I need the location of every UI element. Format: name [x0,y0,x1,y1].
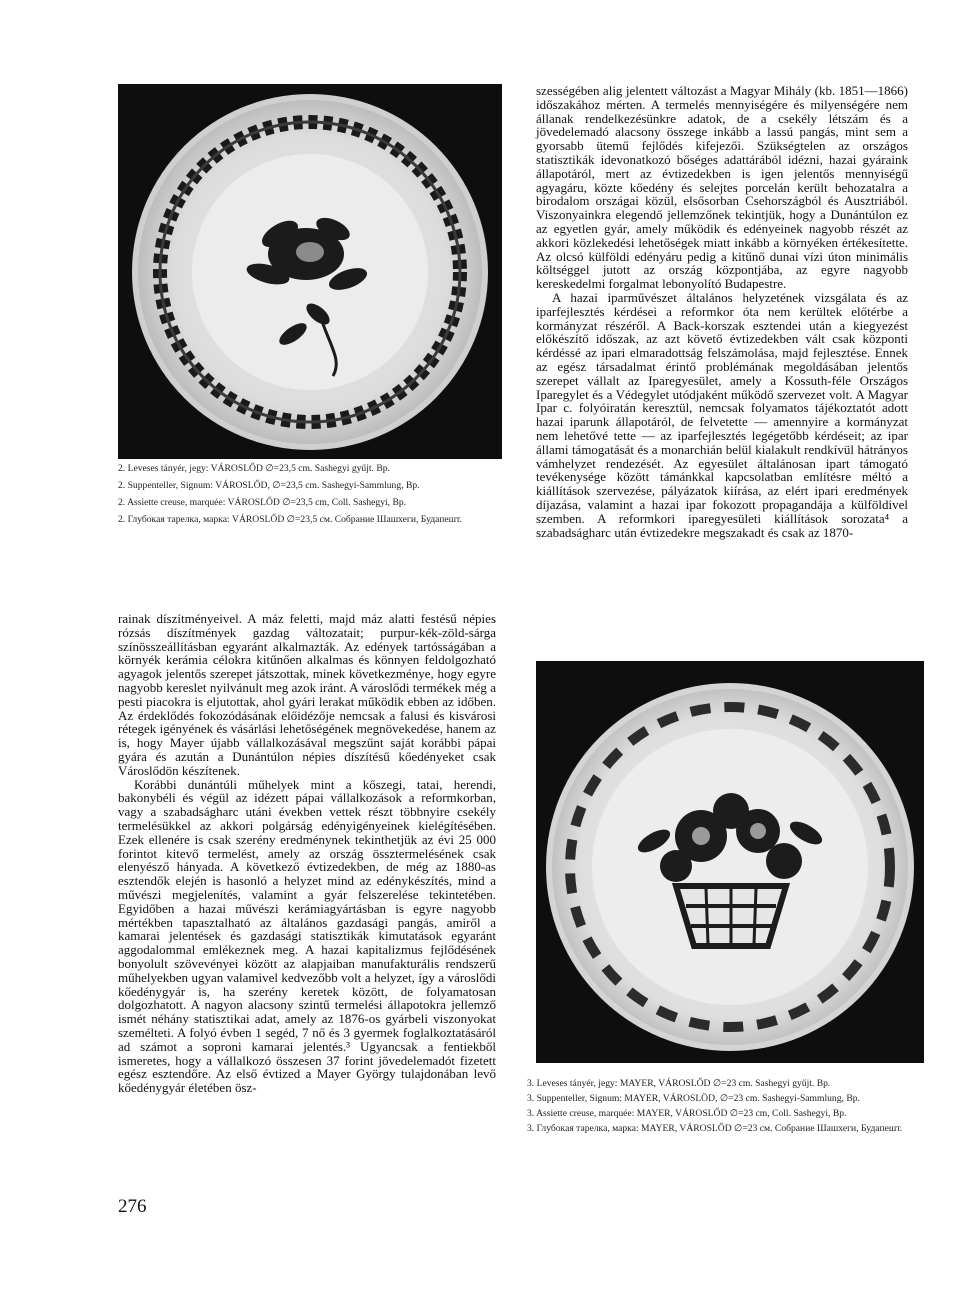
right-text-column [536,84,908,539]
plate-photo-icon [118,84,502,459]
right-paragraph-2: A hazai iparművészet általános helyzetének vizsgálata és az iparfejlesztés kérdései a reformkor óta nem kerültek előtérbe a kormányzat részéről. A Back-korszak esztendei után a kiegyezést előkészítő időszak, az azt követő évtizedekben vált csak központi kérdéssé az ipari elmaradottság felszámolása, majd fejlesztése. Ennek az egész társadalmat érintő problémának megoldásában jelentős szerepet vállalt az Iparegyesület, amely a Kossuth-féle Országos Iparegylet és a Védegylet utódjaként működő szervezet volt. A Magyar Ipar c. folyóiratán keresztül, nemcsak folyamatos tájékoztatót adott hazai iparunk állapotáról, de felvetette — amennyire a kormányzat nem lehetővé tette — az iparfejlesztés legégetőbb kérdéseit; az ipar állami támogatását és a monarchián belül kialakult rendkívül hátrányos vámhelyzet rendezését. Az egyesület általánosan ipart támogató tevékenysége között támánkkal kapcsolatban említésre méltó a kiállítások szervezése, pályázatok kiírása, az elért ipari eredmények díjazása, valamint a hazai ipar fokozott propagandája a külföldivel szemben. A reformkori iparegyesületi kiállítások sorozata⁴ a szabadságharc után évtizedekre megszakadt és csak az 1870- [536,289,908,540]
caption-bottom-ru: 3. Глубокая тарелка, марка: MAYER, VÁROSLŐD ∅=23 см. Собрание Шашхеги, Будапешт. [527,1123,903,1134]
left-paragraph-2: Korábbi dunántúli műhelyek mint a kőszegi, tatai, herendi, bakonybéli és végül az idézett pápai vállalkozások a reformkorban, vagy a szabadságharc utáni években vettek részt többnyire csekély termelésükkel az akkori polgárság edényigényeinek kielégítésében. Ezek ellenére is csak szerény eredménynek tekinthetjük az évi 25 000 forintot kitevő termelést, amely az ország össztermelésének csak elenyésző hányada. A következő évtizedekben, de még az 1880-as esztendők elején is hasonló a helyzet mind az edénykészítés, mind a művészi megjelenítés, valamint a gyár felszerelése tekintetében. Egyidőben a hazai művészi kerámiagyártásban is egyre nagyobb mértékben tapasztalható az általános gazdasági pangás, amiről a kamarai jelentések és gazdasági statisztikák kimutatások egyaránt aggodalommal emlékeznek meg. A hazai kapitalizmus fejlődésének bonyolult szövevényei között az alapjaiban manufakturális rendszerű műhelyekben ugyan valamivel kedvezőbb volt a helyzet, így a városlődi kőedénygyár is, ha szerény keretek között, de folyamatosan dolgozhatott. A nagyon alacsony szintű termelési állapotokra jellemző ismét néhány statisztikai adat, amely az 1876-os gyárbeli viszonyokat személteti. A folyó évben 1 segéd, 7 nő és 3 gyermek foglalkoztatásáról ad számot a soproni kamarai jelentés.³ Ugyancsak a fentiekből ismeretes, hogy a vállalkozó összesen 37 forint jövedelemadót fizetett egész esztendőre. Az első évtized a Mayer György tulajdonában levő kőedénygyár életében ösz- [118,776,496,1096]
caption-bottom-de: 3. Suppenteller, Signum: MAYER, VÁROSLÖD, ∅=23 cm. Sashegyi-Sammlung, Bp. [527,1093,860,1104]
page-number: 276 [118,1196,147,1217]
caption-top-de: 2. Suppenteller, Signum: VÁROSLŐD, ∅=23,5 cm. Sashegyi-Sammlung, Bp. [118,480,420,491]
plate-photo-icon [536,661,924,1063]
plate-photo-bottom [536,661,924,1063]
caption-top-hu: 2. Leveses tányér, jegy: VÁROSLŐD ∅=23,5 cm. Sashegyi gyűjt. Bp. [118,463,390,474]
caption-bottom-hu: 3. Leveses tányér, jegy: MAYER, VÁROSLŐD ∅=23 cm. Sashegyi gyűjt. Bp. [527,1078,831,1089]
caption-top-fr: 2. Assiette creuse, marquée: VÁROSLŐD ∅=23,5 cm, Coll. Sashegyi, Bp. [118,497,407,508]
caption-top-ru: 2. Глубокая тарелка, марка: VÁROSLŐD ∅=23,5 см. Собрание Шашхеги, Будапешт. [118,514,462,525]
right-paragraph-1: szességében alig jelentett változást a Magyar Mihály (kb. 1851—1866) időszakához mérten. A termelés mennyiségére és milyenségére nem állanak rendelkezésünkre adatok, de a csekély létszám és a jövedelemadó alacsony összege inkább a lassú pangás, mint sem a gyorsabb ütemű fejlődés kifejezői. Szükségtelen az országos statisztikák idevonatkozó bőséges adattárából idézni, hazai gyáraink állapotáról, mert az évtizedekben is igen jelentős mennyiségű agyagáru, közte kőedény és selejtes porcelán került behozatalra a birodalom országai közül, elsősorban Csehországból és Ausztriából. Viszonyainkra elegendő jellemzőnek tekintjük, hogy a Dunántúlon ez az egyetlen gyár, amely működik és edényeinek nagyobb részét az akkori közlekedési lehetőségek miatt inkább a környéken értékesítette. Az olcsó külföldi edényáru pedig a kitűnő dunai vízi úton minimális költséggel jutott az ország központjába, az egyre nagyobb kereskedelmi forgalmat lebonyolító Budapestre. [536,83,908,292]
left-paragraph-1: rainak díszítményeivel. A máz feletti, majd máz alatti festésű népies rózsás díszítmények gazdag változatait; purpur-kék-zöld-sárga színösszeállításban egyaránt alkalmazták. Az edények tartósságában a környék kerámia célokra kitűnően alkalmas és könnyen feldolgozható agyagok jelentős szerepet játszottak, minek következménye, hogy egyre nagyobb kereslet nyilvánult meg azok iránt. A városlődi termékek még a pesti piacokra is eljutottak, ahol gyári lerakat működik ebben az időben. Az érdeklődés fokozódásának előidézője nemcsak a falusi és kisvárosi rétegek igényének és vásárlási lehetőségének megnövekedése, hanem az is, hogy Mayer újabb vállalkozásával megszűnt saját korábbi pápai gyára és azután a Dunántúlon népies díszítésű kőedényeket csak Városlődön készítenek. [118,611,496,778]
plate-photo-top [118,84,502,459]
caption-bottom-fr: 3. Assiette creuse, marquée: MAYER, VÁROSLŐD ∅=23 cm, Coll. Sashegyi, Bp. [527,1108,847,1119]
caption-bottom [527,1078,917,1138]
left-text-column [118,612,496,1095]
caption-top [118,463,502,531]
